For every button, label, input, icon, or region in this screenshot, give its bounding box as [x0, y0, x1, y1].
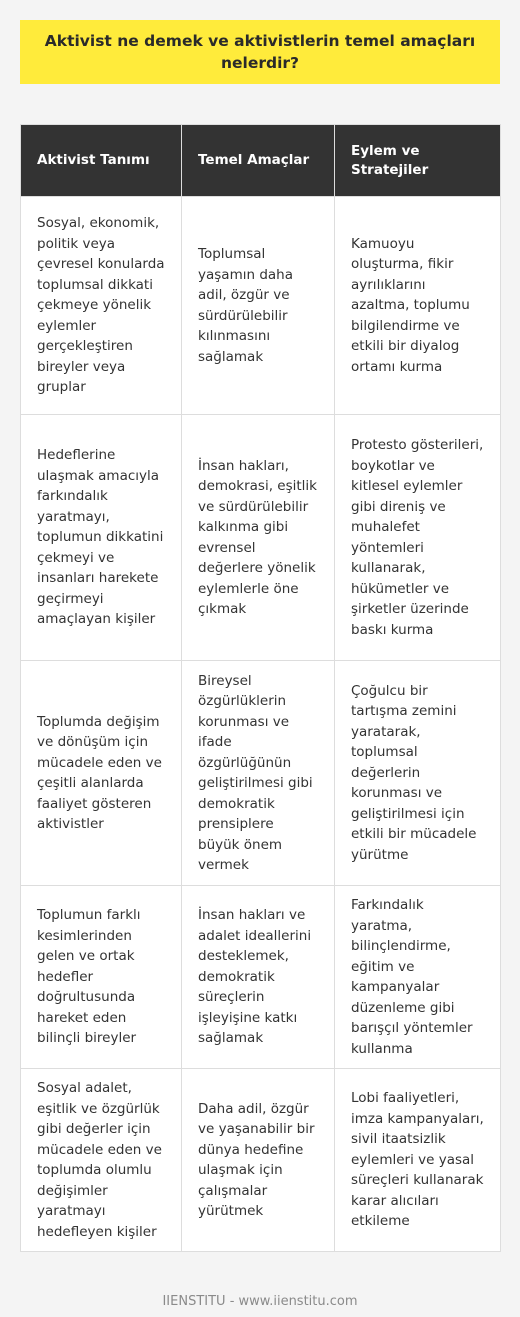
table-cell: İnsan hakları, demokrasi, eşitlik ve sürdürülebilir kalkınma gibi evrensel değerlere yönelik eylemlerle öne çıkmak	[182, 415, 335, 661]
table-row	[21, 415, 501, 661]
header-row	[21, 125, 501, 197]
title-banner	[20, 20, 500, 84]
table-row	[21, 886, 501, 1069]
table-cell: Farkındalık yaratma, bilinçlendirme, eğitim ve kampanyalar düzenleme gibi barışçıl yöntemler kullanma	[335, 886, 501, 1069]
table-row	[21, 197, 501, 415]
table-row	[21, 661, 501, 886]
table-cell: Toplumda değişim ve dönüşüm için mücadele eden ve çeşitli alanlarda faaliyet gösteren aktivistler	[21, 661, 182, 886]
table-cell: Toplumsal yaşamın daha adil, özgür ve sürdürülebilir kılınmasını sağlamak	[182, 197, 335, 415]
table-cell: Protesto gösterileri, boykotlar ve kitlesel eylemler gibi direniş ve muhalefet yöntemleri kullanarak, hükümetler ve şirketler üzerinde baskı kurma	[335, 415, 501, 661]
table-cell: Sosyal adalet, eşitlik ve özgürlük gibi değerler için mücadele eden ve toplumda olumlu değişimler yaratmayı hedefleyen kişiler	[21, 1069, 182, 1252]
column-header-temel-amaclar: Temel Amaçlar	[182, 125, 335, 197]
table-cell: Toplumun farklı kesimlerinden gelen ve ortak hedefler doğrultusunda hareket eden bilinçli bireyler	[21, 886, 182, 1069]
footer-credit: IIENSTITU - www.iienstitu.com	[162, 1294, 358, 1309]
table-cell: Bireysel özgürlüklerin korunması ve ifade özgürlüğünün geliştirilmesi gibi demokratik prensiplere büyük önem vermek	[182, 661, 335, 886]
table-cell: Çoğulcu bir tartışma zemini yaratarak, toplumsal değerlerin korunması ve geliştirilmesi için etkili bir mücadele yürütme	[335, 661, 501, 886]
column-header-eylem-ve-stratejiler: Eylem ve Stratejiler	[335, 125, 501, 197]
table-body	[21, 197, 501, 1252]
table-cell: Daha adil, özgür ve yaşanabilir bir dünya hedefine ulaşmak için çalışmalar yürütmek	[182, 1069, 335, 1252]
page-title: Aktivist ne demek ve aktivistlerin temel amaçları nelerdir?	[44, 32, 476, 72]
table-cell: Lobi faaliyetleri, imza kampanyaları, sivil itaatsizlik eylemleri ve yasal süreçleri kullanarak karar alıcıları etkileme	[335, 1069, 501, 1252]
column-header-aktivist-tanimi: Aktivist Tanımı	[21, 125, 182, 197]
table-row	[21, 1069, 501, 1252]
table-cell: İnsan hakları ve adalet ideallerini desteklemek, demokratik süreçlerin işleyişine katkı sağlamak	[182, 886, 335, 1069]
comparison-table	[20, 124, 501, 1252]
table-header	[21, 125, 501, 197]
table-cell: Kamuoyu oluşturma, fikir ayrılıklarını azaltma, toplumu bilgilendirme ve etkili bir diyalog ortamı kurma	[335, 197, 501, 415]
table-cell: Hedeflerine ulaşmak amacıyla farkındalık yaratmayı, toplumun dikkatini çekmeyi ve insanları harekete geçirmeyi amaçlayan kişiler	[21, 415, 182, 661]
table-cell: Sosyal, ekonomik, politik veya çevresel konularda toplumsal dikkati çekmeye yönelik eylemler gerçekleştiren bireyler veya gruplar	[21, 197, 182, 415]
